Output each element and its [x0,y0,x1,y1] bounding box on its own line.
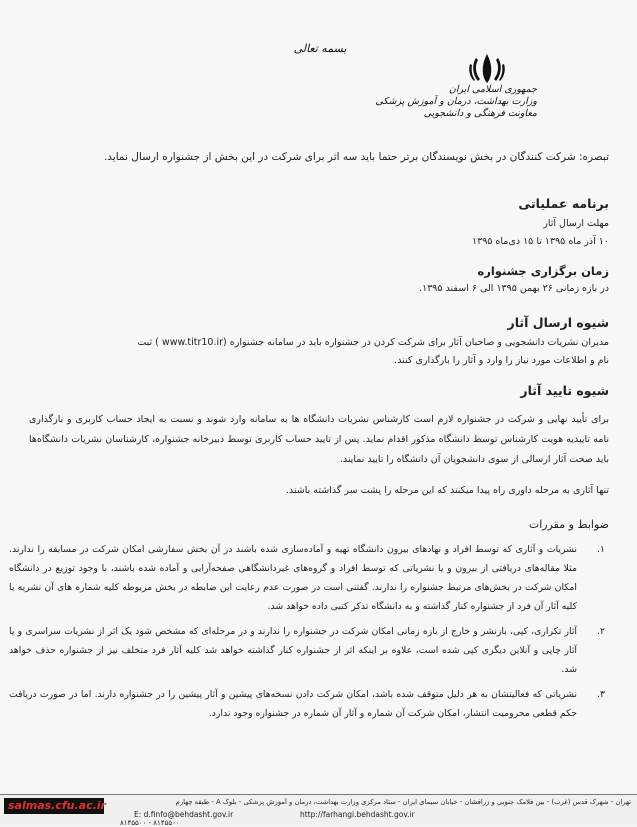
note-paragraph: تبصره: شرکت کنندگان در بخش نویسندگان برتر حتما باید سه اثر برای شرکت در این بخش از جشنواره ارسال نمايد. [103,151,609,163]
verification-paragraph: برای تأیید نهایی و شرکت در جشنواره لازم است کارشناس نشریات دانشگاه ها به سامانه وارد شوند و نسبت به ایجاد حساب کاربری و بارگذاری نامه تاییدیه هویت کارشناس توسط دانشگاه مذکور اقدام نماید. پس از تایید حساب کاربری توسط دبیرخانه جشنواره، کارشناسان نشریات دانشگاه‌ها باید صحت آثار ارسالی از سوی دانشجویان آن دانشگاه را تایید نمایند. [29,414,609,465]
ministry-line: جمهوری اسلامی ایران [448,84,537,95]
source-watermark: salmas.cfu.ac.ir [4,798,104,814]
submission-text-line: مدیران نشریات دانشجویی و صاحبان آثار برای شرکت کردن در جشنواره باید در سامانه جشنواره (www.titr10.ir ) ثبت [137,337,609,348]
rule-item [9,540,609,616]
verification-note: تنها آثاری به مرحله داوری راه پیدا میکنند که این مرحله را پشت سر گذاشته باشند. [285,485,609,496]
footer-phone: ۸۱۴۵۵۰۰ - ۸۱۴۵۵۰۰ [120,819,180,827]
footer-website: http://farhangi.behdasht.gov.ir [300,810,415,819]
footer-address: تهران - شهرک قدس (غرب) - بین فلامک جنوبی و زرافشان - خیابان سیمای ایران - ستاد مرکزی وزارت بهداشت، درمان و آموزش پزشکی - بلوک A - طبقه چهارم [175,798,631,806]
ministry-line: وزارت بهداشت، درمان و آموزش پزشکی [375,96,537,107]
rule-item [9,622,609,679]
iran-emblem-icon [462,52,512,86]
schedule-section [29,196,609,251]
rule-text: نشریات و آثاری که توسط افراد و نهادهای بیرون دانشگاه تهیه و آماده‌سازی شده باشند در آن بخش سفارشی امکان شرکت در مسابقه را ندارند. مثلا مقاله‌های دریافتی از بیرون و یا نشریاتی که توسط افراد و گروه‌های غیردانشگاهی صفحه‌آرایی و آماده شده باشند، با وجود توزیع در دانشگاه امکان شرکت در بخش‌های مرتبط جشنواره را ندارند. گفتنی است در صورت عدم رعایت این ضابطه در بخش مربوطه کلیه شماره های آن نشریه یا کلیه آثار آن فرد از جشنواره کنار گذاشته و به دانشگاه تذکر کتبی داده خواهد شد. [9,544,577,612]
rules-list [9,540,609,729]
submission-heading: شیوه ارسال آثار [507,315,609,330]
ministry-line: معاونت فرهنگی و دانشجویی [423,108,537,119]
ministry-letterhead [347,84,537,120]
schedule-heading: برنامه عملیاتی [518,196,609,211]
festival-time-value: در بازه زمانی ۲۶ بهمن ۱۳۹۵ الی ۶ اسفند ۱۳۹۵. [419,283,609,294]
footer-email: E: d.finfo@behdasht.gov.ir [134,810,234,819]
deadline-value: ۱۰ آذر ماه ۱۳۹۵ تا ۱۵ دی‌ماه ۱۳۹۵ [471,236,609,247]
rule-number: ۲. [597,626,605,637]
bismillah-heading: بسمه تعالی [293,42,347,55]
rule-number: ۱. [597,544,605,555]
verification-section [29,383,609,500]
deadline-label: مهلت ارسال آثار [543,218,609,229]
submission-section [29,315,609,370]
rule-item [9,685,609,723]
rule-text: نشریاتی که فعالیتشان به هر دلیل متوقف شده باشد، امکان شرکت دادن نسخه‌های پیشین و آثار پیشین را در جشنواره دارند. اما در صورت دریافت حکم قطعی محرومیت انتشار، امکان شرکت آن شماره و آثار آن شماره در جشنواره وجود ندارد. [9,689,577,719]
rules-heading: ضوابط و مقررات [528,518,609,531]
rule-number: ۳. [597,689,605,700]
submission-text-line: نام و اطلاعات مورد نیاز را وارد و آثار را بارگذاری کنند. [394,355,609,366]
festival-time-heading: زمان برگزاری جشنواره [477,264,609,278]
verification-heading: شیوه تایید آثار [520,383,609,398]
rule-text: آثار تکراری، کپی، بازنشر و خارج از بازه زمانی امکان شرکت در جشنواره را ندارند و در مرحله‌ای که مشخص شود یک اثر از نشریات سراسری و یا آثار چاپی و آنلاین دیگری کپی شده است، علاوه بر اینکه اثر از جشنواره کنار گذاشته خواهد شد کلیه آثار فرد متخلف نیز از جشنواره حذف خواهد شد. [9,626,577,675]
festival-time-section [29,264,609,298]
